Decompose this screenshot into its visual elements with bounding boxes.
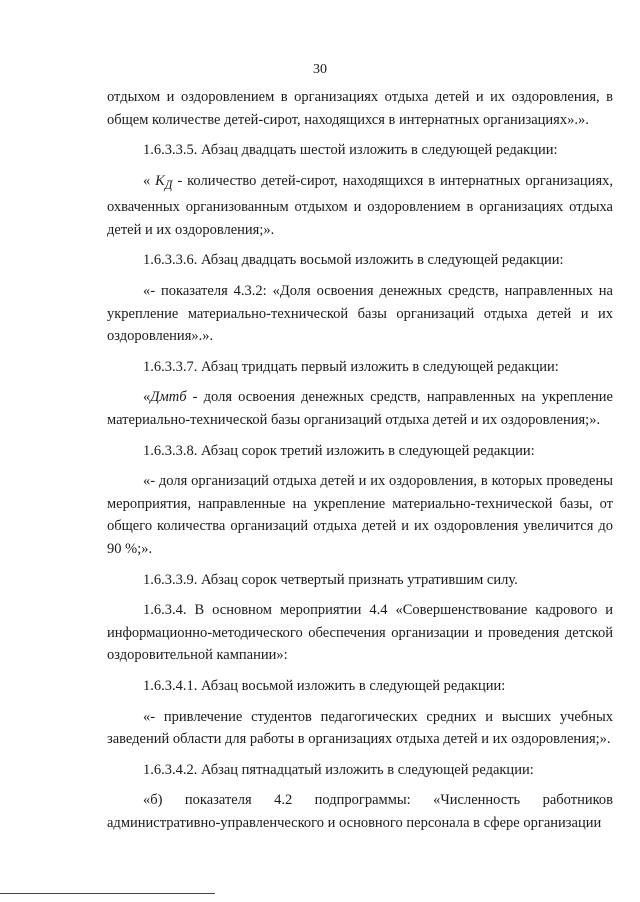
footer-divider	[0, 893, 215, 894]
document-body	[107, 86, 613, 843]
paragraph-text: 1.6.3.4. В основном мероприятии 4.4 «Совершенствование кадрового и информационно-методического обеспечения организации и проведения детской оздоровительной кампании»:	[107, 602, 613, 664]
paragraph-1-6-3-3-9	[107, 569, 613, 592]
paragraph-text: «- доля организаций отдыха детей и их оздоровления, в которых проведены мероприятия, направленные на укрепление материально-технической базы, от общего количества организаций отдыха детей и их оздоровления увеличится до 90 %;».	[107, 473, 613, 557]
quote-open: «	[143, 389, 151, 406]
paragraph-text: «- привлечение студентов педагогических средних и высших учебных заведений области для работы в организациях отдыха детей и их оздоровления;».	[107, 708, 613, 748]
quote-open: «	[143, 172, 151, 189]
paragraph-text: 1.6.3.3.8. Абзац сорок третий изложить в следующей редакции:	[143, 442, 535, 459]
paragraph-dmtb-definition	[107, 386, 613, 431]
paragraph-text: - количество детей-сирот, находящихся в интернатных организациях, охваченных организованным отдыхом и оздоровлением в организациях отдыха детей и их оздоровления;».	[107, 172, 613, 238]
page-number: 30	[313, 62, 327, 77]
paragraph-1-6-3-3-6-heading	[107, 249, 613, 272]
paragraph-continuation	[107, 86, 613, 131]
paragraph-1-6-3-3-7-heading	[107, 356, 613, 379]
paragraph-text: 1.6.3.3.6. Абзац двадцать восьмой изложить в следующей редакции:	[143, 252, 564, 269]
paragraph-text: - доля освоения денежных средств, направленных на укрепление материально-технической базы организаций отдыха детей и их оздоровления;».	[107, 389, 613, 429]
paragraph-kd-definition	[107, 170, 613, 242]
paragraph-text: 1.6.3.3.7. Абзац тридцать первый изложить в следующей редакции:	[143, 358, 559, 375]
paragraph-indicator-4-2	[107, 789, 613, 834]
symbol-kd-main: К	[155, 172, 165, 189]
symbol-dmtb: Дмтб	[150, 389, 187, 406]
paragraph-students-involvement	[107, 706, 613, 751]
paragraph-text: 1.6.3.3.5. Абзац двадцать шестой изложить в следующей редакции:	[143, 142, 558, 159]
paragraph-indicator-4-3-2	[107, 280, 613, 348]
paragraph-1-6-3-4-2-heading	[107, 759, 613, 782]
paragraph-1-6-3-3-5-heading	[107, 139, 613, 162]
paragraph-1-6-3-4	[107, 599, 613, 667]
paragraph-share-organizations	[107, 470, 613, 560]
symbol-kd	[155, 172, 173, 192]
paragraph-text: «- показателя 4.3.2: «Доля освоения денежных средств, направленных на укрепление материально-технической базы организаций отдыха детей и их оздоровления».».	[107, 283, 613, 345]
paragraph-1-6-3-3-8-heading	[107, 440, 613, 463]
paragraph-1-6-3-4-1-heading	[107, 675, 613, 698]
paragraph-text: 1.6.3.4.2. Абзац пятнадцатый изложить в следующей редакции:	[143, 761, 534, 778]
symbol-kd-sub: Д	[164, 177, 173, 192]
paragraph-text: 1.6.3.4.1. Абзац восьмой изложить в следующей редакции:	[143, 677, 506, 694]
paragraph-text: «б) показателя 4.2 подпрограммы: «Численность работников административно-управленческого и основного персонала в сфере организации	[107, 792, 613, 831]
paragraph-text: 1.6.3.3.9. Абзац сорок четвертый признать утратившим силу.	[143, 571, 518, 588]
paragraph-text: отдыхом и оздоровлением в организациях отдыха детей и их оздоровления, в общем количестве детей-сирот, находящихся в интернатных организациях».».	[107, 89, 613, 128]
